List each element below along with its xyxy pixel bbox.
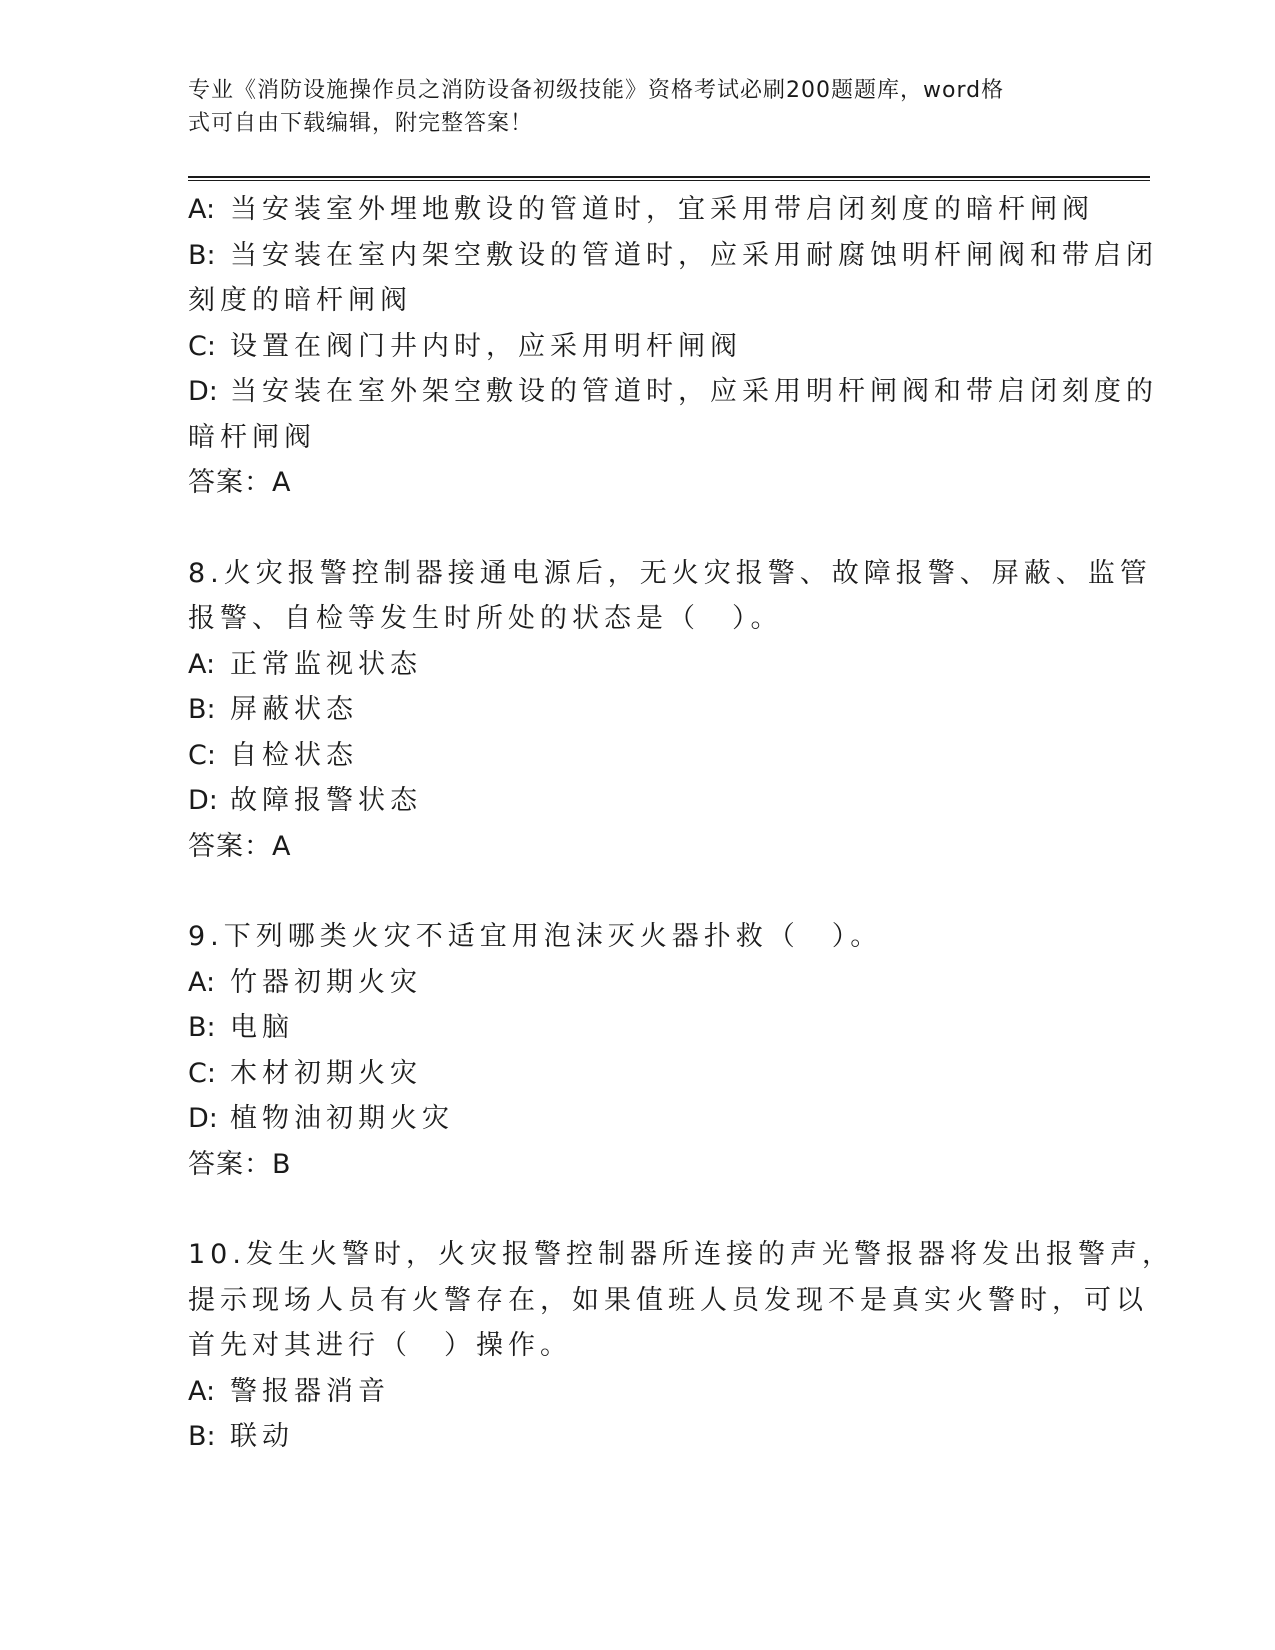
- option-b: [188, 1005, 1088, 1051]
- option-key: B:: [188, 1421, 216, 1452]
- option-key: B:: [188, 239, 216, 271]
- option-d-continued: 暗杆闸阀: [188, 421, 316, 453]
- option-b: [188, 233, 1158, 279]
- header-divider: [188, 176, 1150, 181]
- question-stem: 9.下列哪类火灾不适宜用泡沫灭火器扑救（ ）。: [188, 921, 883, 952]
- option-key: D:: [188, 376, 218, 407]
- document-header: [188, 74, 1068, 140]
- option-a: [188, 1369, 1088, 1415]
- question-10: [188, 1232, 1174, 1460]
- option-text: 当安装在室内架空敷设的管道时，应采用耐腐蚀明杆闸阀和带启闭: [230, 239, 1158, 271]
- question-stem: 8.火灾报警控制器接通电源后，无火灾报警、故障报警、屏蔽、监管: [188, 557, 1152, 589]
- option-d: [188, 778, 1088, 824]
- question-9: [188, 914, 1088, 1187]
- option-text: 自检状态: [230, 739, 358, 771]
- option-key: B:: [188, 694, 216, 725]
- answer-line: 答案：A: [188, 830, 292, 862]
- option-text: 正常监视状态: [230, 648, 422, 680]
- question-content: [188, 187, 1174, 1460]
- question-spacer: [188, 869, 1088, 914]
- header-line-1: 专业《消防设施操作员之消防设备初级技能》资格考试必刷200题题库，word格: [188, 78, 1005, 103]
- option-text: 警报器消音: [230, 1375, 390, 1407]
- option-b-continued: 刻度的暗杆闸阀: [188, 285, 412, 316]
- option-key: A:: [188, 194, 216, 225]
- option-a: [188, 642, 1088, 688]
- option-c: [188, 1051, 1088, 1097]
- option-d: [188, 369, 1158, 415]
- option-a: [188, 960, 1088, 1006]
- option-key: D:: [188, 785, 218, 816]
- option-key: C:: [188, 1057, 216, 1089]
- header-line-2: 式可自由下载编辑，附完整答案！: [188, 111, 534, 136]
- option-text: 联动: [230, 1421, 294, 1452]
- option-key: D:: [188, 1103, 218, 1134]
- option-b: [188, 687, 1088, 733]
- answer-line: 答案：B: [188, 1148, 292, 1180]
- option-text: 屏蔽状态: [230, 694, 358, 725]
- option-key: B:: [188, 1012, 216, 1043]
- option-c: [188, 733, 1088, 779]
- option-text: 竹器初期火灾: [230, 966, 422, 998]
- option-text: 植物油初期火灾: [230, 1103, 454, 1134]
- option-text: 电脑: [230, 1012, 294, 1043]
- option-text: 故障报警状态: [230, 785, 422, 816]
- option-text: 设置在阀门井内时，应采用明杆闸阀: [230, 330, 742, 362]
- option-a: [188, 187, 1094, 233]
- option-c: [188, 324, 1088, 370]
- option-text: 当安装在室外架空敷设的管道时，应采用明杆闸阀和带启闭刻度的: [230, 376, 1158, 407]
- answer-line: 答案：A: [188, 467, 292, 498]
- question-spacer: [188, 1187, 1088, 1232]
- option-key: C:: [188, 330, 216, 362]
- question-stem-continued: 首先对其进行（ ）操作。: [188, 1330, 572, 1361]
- option-d: [188, 1096, 1088, 1142]
- question-8: [188, 551, 1152, 870]
- option-key: C:: [188, 739, 216, 771]
- option-b: [188, 1414, 1088, 1460]
- question-stem: 10.发生火警时，火灾报警控制器所连接的声光警报器将发出报警声，: [188, 1239, 1174, 1270]
- question-stem-continued: 报警、自检等发生时所处的状态是（ ）。: [188, 603, 783, 634]
- option-key: A:: [188, 648, 216, 680]
- question-spacer: [188, 506, 1088, 551]
- question-stem-continued: 提示现场人员有火警存在，如果值班人员发现不是真实火警时，可以: [188, 1284, 1148, 1316]
- option-text: 当安装室外埋地敷设的管道时，宜采用带启闭刻度的暗杆闸阀: [230, 194, 1094, 225]
- option-key: A:: [188, 966, 216, 998]
- option-text: 木材初期火灾: [230, 1057, 422, 1089]
- question-7-options: [188, 187, 1158, 506]
- option-key: A:: [188, 1375, 216, 1407]
